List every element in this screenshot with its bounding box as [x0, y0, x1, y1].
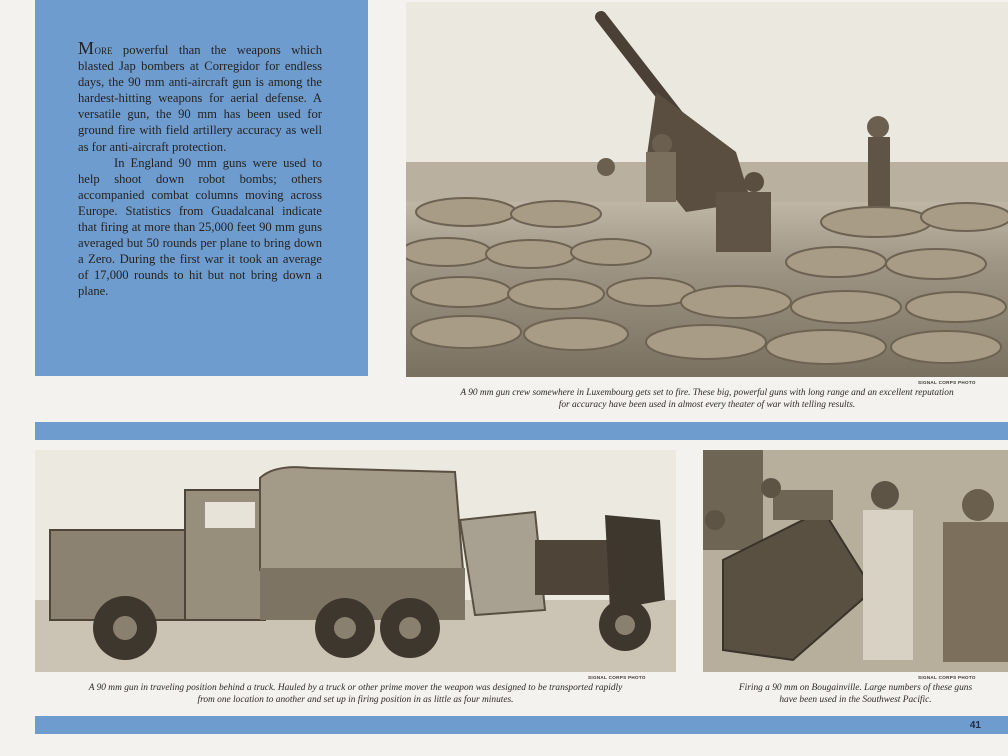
bougainville-illustration [703, 450, 1008, 672]
photo-gun-traveling-truck [35, 450, 676, 672]
paragraph-1-text: powerful than the weapons which blasted Jap bombers at Corregidor for endless days, the 90 mm anti-aircraft gun is among the hardest-hitting weapons for aerial defense. A versatile gun, the 90 mm has been used for ground fire with field artillery accuracy as well as for anti-aircraft protection. [78, 43, 322, 154]
photo-gun-crew-luxembourg [406, 2, 1008, 377]
caption-bottom-right [703, 682, 1008, 706]
caption-bottom-left-line-2: from one location to another and set up in firing position in as little as four minutes. [197, 695, 514, 705]
gun-crew-illustration [406, 2, 1008, 377]
intro-paragraph-2: In England 90 mm guns were used to help shoot down robot bombs; others accompanied combat columns moving across Europe. Statistics from Guadalcanal indicate that firing at more than 25,000 feet 90 mm guns averaged but 50 rounds per plane to bring down a Zero. During the first war it took an average of 17,000 rounds to hit but not bring down a plane. [78, 155, 322, 299]
photo-firing-bougainville [703, 450, 1008, 672]
intro-paragraph-1 [78, 40, 322, 155]
caption-top-line-2: for accuracy have been used in almost every theater of war with telling results. [558, 400, 856, 410]
page-number: 41 [969, 720, 981, 731]
dropcap: M [78, 38, 95, 58]
divider-band-bottom [35, 716, 1008, 734]
caption-top [406, 387, 1008, 411]
truck-illustration [35, 450, 676, 672]
caption-bottom-left [35, 682, 676, 706]
credit-top: SIGNAL CORPS PHOTO [918, 380, 976, 385]
caption-bottom-right-line-2: have been used in the Southwest Pacific. [779, 695, 932, 705]
caption-bottom-right-line-1: Firing a 90 mm on Bougainville. Large numbers of these guns [738, 683, 973, 693]
credit-bottom-left: SIGNAL CORPS PHOTO [588, 675, 646, 680]
lead-word-rest: ore [94, 43, 113, 57]
divider-band-middle [35, 422, 1008, 440]
credit-bottom-right: SIGNAL CORPS PHOTO [918, 675, 976, 680]
caption-top-line-1: A 90 mm gun crew somewhere in Luxembourg gets set to fire. These big, powerful guns with long range and an excellent reputation [460, 388, 954, 398]
intro-text [78, 40, 322, 300]
caption-bottom-left-line-1: A 90 mm gun in traveling position behind a truck. Hauled by a truck or other prime mover the weapon was designed to be transported rapidly [88, 683, 623, 693]
